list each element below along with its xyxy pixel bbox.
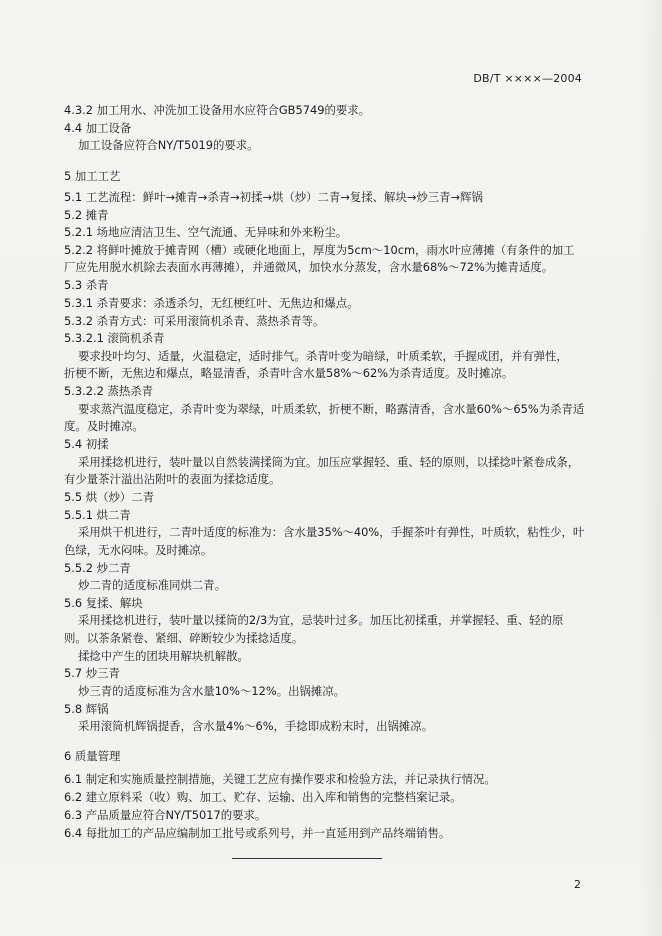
- clause-5-2-2: 5.2.2 将鲜叶摊放于摊青网（槽）或硬化地面上，厚度为5cm～10cm，雨水叶应薄摊（有条件的加工: [64, 243, 575, 257]
- paragraph-5-6-note: 揉捻中产生的团块用解块机解散。: [78, 649, 249, 663]
- clause-5-2-1: 5.2.1 场地应清洁卫生、空气流通、无异味和外来粉尘。: [64, 225, 348, 239]
- clause-5-3-2: 5.3.2 杀青方式：可采用滚筒机杀青、蒸热杀青等。: [64, 314, 325, 328]
- heading-5-3-2-2: 5.3.2.2 蒸热杀青: [64, 384, 154, 398]
- paragraph-5-6-cont: 则。以茶条紧卷、紧细、碎断较少为揉捻适度。: [64, 631, 304, 645]
- paragraph-5-5-1-cont: 色绿，无水闷味。及时摊凉。: [64, 543, 213, 557]
- clause-6-4: 6.4 每批加工的产品应编制加工批号或系列号，并一直延用到产品终端销售。: [64, 826, 451, 840]
- heading-5-4: 5.4 初揉: [64, 437, 109, 451]
- heading-5-2: 5.2 摊青: [64, 208, 109, 222]
- heading-5-3-2-1: 5.3.2.1 滚筒机杀青: [64, 331, 165, 345]
- document-code: DB/T ××××—2004: [473, 72, 582, 85]
- heading-5-5: 5.5 烘（炒）二青: [64, 490, 155, 504]
- clause-6-2: 6.2 建立原料采（收）购、加工、贮存、运输、出入库和销售的完整档案记录。: [64, 790, 462, 804]
- scan-shadow: [640, 0, 662, 936]
- clause-6-1: 6.1 制定和实施质量控制措施，关键工艺应有操作要求和检验方法，并记录执行情况。: [64, 772, 496, 786]
- clause-5-3-1: 5.3.1 杀青要求：杀透杀匀，无红梗红叶、无焦边和爆点。: [64, 296, 359, 310]
- clause-4-3-2: 4.3.2 加工用水、冲洗加工设备用水应符合GB5749的要求。: [64, 103, 371, 117]
- heading-5-8: 5.8 辉锅: [64, 702, 109, 716]
- heading-4-4: 4.4 加工设备: [64, 121, 132, 135]
- paragraph-5-3-2-1-cont: 折梗不断，无焦边和爆点，略显清香，杀青叶含水量58%～62%为杀青适度。及时摊凉。: [64, 366, 514, 380]
- paragraph-5-4: 采用揉捻机进行，装叶量以自然装满揉筒为宜。加压应掌握轻、重、轻的原则，以揉捻叶紧卷成条，: [78, 455, 580, 469]
- end-divider: [232, 858, 382, 859]
- paragraph-5-3-2-1: 要求投叶均匀、适量，火温稳定，适时排气。杀青叶变为暗绿，叶质柔软，手握成团，并有弹性，: [78, 349, 568, 363]
- heading-6: 6 质量管理: [64, 749, 121, 763]
- paragraph-5-5-2: 炒二青的适度标准同烘二青。: [78, 578, 227, 592]
- paragraph-5-3-2-2-cont: 度。及时摊凉。: [64, 419, 144, 433]
- clause-5-2-2-cont: 厂应先用脱水机除去表面水再薄摊），并通微风，加快水分蒸发，含水量68%～72%为摊青适度。: [64, 260, 554, 274]
- page-number: 2: [574, 878, 581, 891]
- paragraph-5-6: 采用揉捻机进行，装叶量以揉筒的2/3为宜，忌装叶过多。加压比初揉重，并掌握轻、重、轻的原: [78, 613, 564, 627]
- heading-5-5-2: 5.5.2 炒二青: [64, 561, 131, 575]
- paragraph-4-4: 加工设备应符合NY/T5019的要求。: [78, 138, 259, 152]
- heading-5-6: 5.6 复揉、解块: [64, 596, 143, 610]
- paragraph-5-8: 采用滚筒机辉锅提香，含水量4%～6%，手捻即成粉末时，出锅摊凉。: [78, 719, 434, 733]
- clause-5-1: 5.1 工艺流程：鲜叶→摊青→杀青→初揉→烘（炒）二青→复揉、解块→炒三青→辉锅: [64, 190, 483, 204]
- heading-5-3: 5.3 杀青: [64, 278, 109, 292]
- paragraph-5-7: 炒三青的适度标准为含水量10%～12%。出锅摊凉。: [78, 684, 346, 698]
- heading-5: 5 加工工艺: [64, 169, 121, 183]
- paragraph-5-3-2-2: 要求蒸汽温度稳定，杀青叶变为翠绿，叶质柔软，折梗不断，略露清香，含水量60%～65%为杀青适: [78, 402, 585, 416]
- paragraph-5-5-1: 采用烘干机进行，二青叶适度的标准为：含水量35%～40%，手握茶叶有弹性，叶质软，粘性少，叶: [78, 525, 585, 539]
- heading-5-7: 5.7 炒三青: [64, 666, 120, 680]
- heading-5-5-1: 5.5.1 烘二青: [64, 508, 131, 522]
- clause-6-3: 6.3 产品质量应符合NY/T5017的要求。: [64, 808, 267, 822]
- paragraph-5-4-cont: 有少量茶汁溢出沾附叶的表面为揉捻适度。: [64, 472, 281, 486]
